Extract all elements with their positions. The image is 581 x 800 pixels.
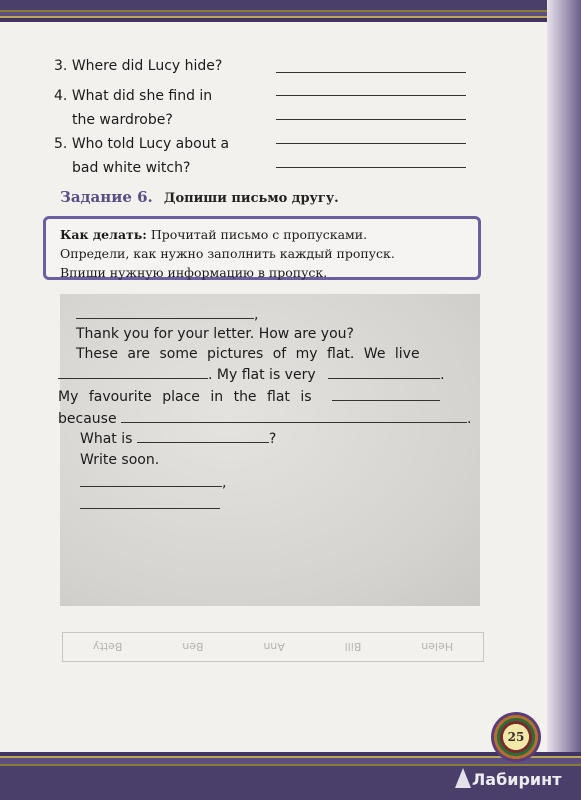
answer-line-5a[interactable] (276, 143, 466, 144)
task-6-heading (60, 187, 339, 206)
question-5 (54, 132, 229, 180)
letter-line-7: Write soon. (80, 452, 160, 468)
question-4-text-line2: the wardrobe? (72, 112, 173, 128)
sign-off-comma: , (222, 475, 227, 491)
favourite-place-blank[interactable] (332, 386, 440, 401)
question-4-number: 4. (54, 88, 68, 104)
show-through-name: Ben (182, 640, 204, 654)
letter-line-5-end: . (467, 411, 472, 427)
what-is-blank[interactable] (137, 428, 269, 443)
answer-line-3[interactable] (276, 72, 466, 73)
how-to-title: Как делать: (60, 227, 147, 242)
show-through-name: Helen (421, 640, 454, 654)
task-6-instruction: Допиши письмо другу. (163, 191, 339, 206)
watermark-text: Лабиринт (472, 770, 562, 789)
letter-line-6-text: What is (80, 431, 133, 447)
letter-line-3-text: . My flat is very (208, 367, 316, 383)
letter-sign-off (80, 472, 226, 493)
sign-off-blank[interactable] (80, 472, 222, 487)
flat-adjective-blank[interactable] (328, 364, 440, 379)
how-to-line2: Определи, как нужно заполнить каждый пропуск. (60, 246, 395, 261)
letter-greeting (76, 304, 258, 325)
letter-line-3-end: . (440, 367, 445, 383)
question-5-text-line2: bad white witch? (72, 160, 191, 176)
letter-line-5-text: because (58, 411, 117, 427)
because-blank[interactable] (121, 408, 467, 423)
how-to-line1: Прочитай письмо с пропусками. (146, 227, 368, 242)
answer-line-4b[interactable] (276, 119, 466, 120)
how-to-line3: Впиши нужную информацию в пропуск. (60, 265, 328, 280)
letter-line-6-end: ? (268, 431, 277, 447)
top-decorative-border (0, 0, 581, 22)
question-4 (54, 84, 212, 132)
letter-line-3 (58, 364, 445, 385)
greeting-comma: , (254, 307, 259, 323)
page-spine-shadow (547, 0, 581, 800)
letter-line-4-text: My favourite place in the flat is (58, 389, 312, 405)
show-through-names-strip (62, 632, 484, 662)
letter-line-2: These are some pictures of my flat. We live (76, 346, 420, 362)
question-3-text: Where did Lucy hide? (71, 58, 223, 74)
letter-line-6 (80, 428, 276, 449)
letter-signature (80, 494, 220, 515)
question-5-text-line1: Who told Lucy about a (71, 136, 230, 152)
letter-line-1: Thank you for your letter. How are you? (76, 326, 354, 342)
question-4-text-line1: What did she find in (71, 88, 213, 104)
answer-line-4a[interactable] (276, 95, 466, 96)
page-number-badge (491, 712, 541, 762)
page-number: 25 (507, 730, 525, 744)
how-to-box (43, 216, 481, 280)
signature-blank[interactable] (80, 494, 220, 509)
letter-line-5 (58, 408, 471, 429)
question-3-number: 3. (54, 58, 68, 74)
question-3 (54, 54, 222, 78)
question-5-number: 5. (54, 136, 68, 152)
task-6-label: Задание 6. (60, 188, 153, 206)
show-through-name: Betty (92, 640, 123, 654)
letter-line-4 (58, 386, 440, 407)
greeting-blank[interactable] (76, 304, 254, 319)
live-blank[interactable] (58, 364, 208, 379)
answer-line-5b[interactable] (276, 167, 466, 168)
show-through-name: Ann (263, 640, 285, 654)
labyrinth-logo-icon (455, 768, 471, 788)
show-through-name: Bill (344, 640, 362, 654)
